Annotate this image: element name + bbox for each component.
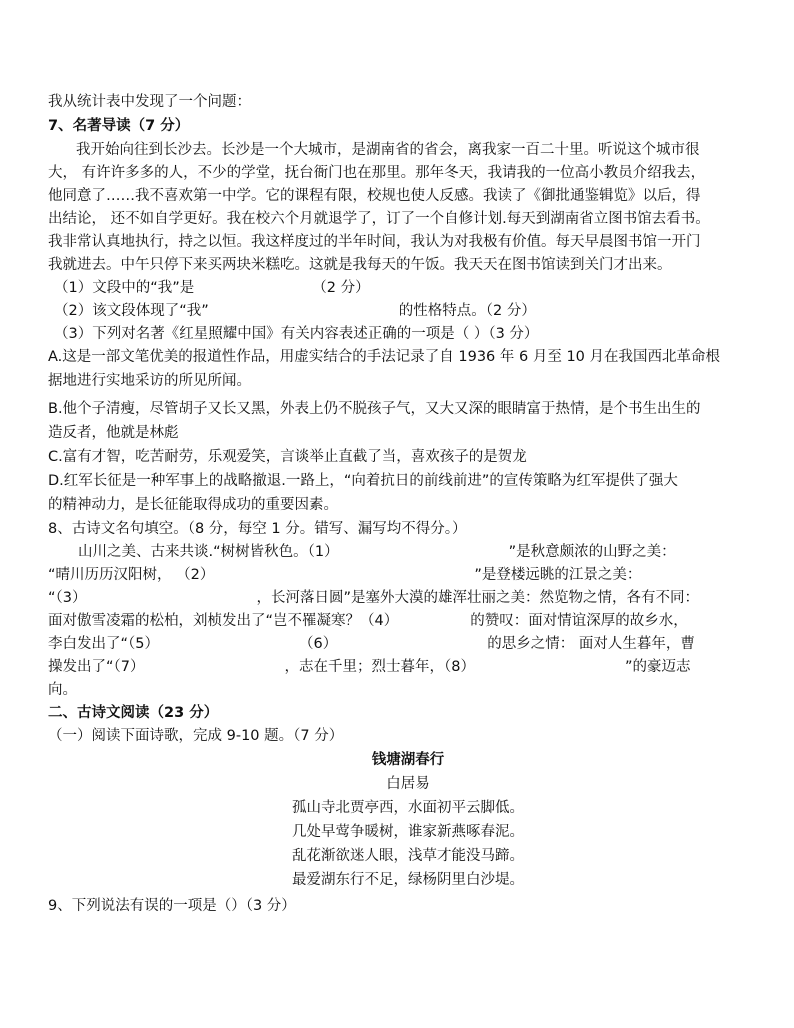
q7-sub1: [54, 278, 370, 298]
q8-text: ”是秋意颇浓的山野之美：: [508, 544, 676, 560]
poem-title: 钱塘湖春行: [371, 752, 445, 768]
q8-text: ，长河落日圆”是塞外大漠的雄浑壮丽之美：然览物之情，各有不同：: [256, 590, 700, 606]
q8-text: 山川之美、古来共谈.“树树皆秋色。（1）: [78, 544, 339, 560]
q8-line-1: [78, 542, 676, 562]
part-1-instruction: （一）阅读下面诗歌，完成 9-10 题。（7 分）: [48, 728, 344, 744]
poem-author: 白居易: [386, 776, 430, 792]
q8-text: 的赞叹：面对情谊深厚的故乡水，: [470, 613, 688, 629]
q7-sub1-prompt: （1）文段中的“我”是: [54, 280, 195, 296]
q8-heading: 8、古诗文名句填空。（8 分，每空 1 分。错写、漏写均不得分。）: [48, 521, 467, 537]
q7-option-b: B.他个子清瘦，尽管胡子又长又黑，外表上仍不脱孩子气，又大又深的眼睛富于热情，是个书生出生的: [48, 401, 701, 417]
q8-line-6: [48, 657, 691, 677]
q8-line-2: [48, 565, 641, 585]
q7-sub2-suffix: 的性格特点。（2 分）: [398, 303, 536, 319]
q7-passage-line: 他同意了……我不喜欢第一中学。它的课程有限，校规也使人反感。我读了《御批通鉴辑览》以后，得: [48, 188, 701, 204]
q8-line-5: [48, 634, 695, 654]
intro-line: 我从统计表中发现了一个问题：: [48, 94, 251, 110]
q8-text: 李白发出了“（5）: [48, 636, 159, 652]
q8-text: 的思乡之情： 面对人生暮年，曹: [487, 636, 695, 652]
q8-line-7: 向。: [48, 682, 77, 698]
poem-line: 乱花渐欲迷人眼，浅草才能没马蹄。: [292, 848, 524, 864]
q8-text: ”的豪迈志: [624, 659, 691, 675]
poem-line: 孤山寺北贾亭西，水面初平云脚低。: [292, 800, 524, 816]
q7-heading: 7、名著导读（7 分）: [48, 118, 190, 134]
q7-option-c: C.富有才智，吃苦耐劳，乐观爱笑，言谈举止直截了当，喜欢孩子的是贺龙: [48, 449, 527, 465]
q8-line-3: [48, 588, 699, 608]
q7-sub1-score: （2 分）: [312, 280, 370, 296]
q7-sub3: （3）下列对名著《红星照耀中国》有关内容表述正确的一项是（ ）（3 分）: [54, 326, 539, 342]
poem-line: 几处早莺争暖树，谁家新燕啄春泥。: [292, 824, 524, 840]
q7-option-d-cont: 的精神动力，是长征能取得成功的重要因素。: [48, 497, 338, 513]
poem-line: 最爱湖东行不足，绿杨阴里白沙堤。: [292, 872, 524, 888]
q7-passage-line: 我开始向往到长沙去。长沙是一个大城市，是湖南省的省会，离我家一百二十里。听说这个城市很: [76, 142, 700, 158]
q8-text: （6）: [299, 636, 338, 652]
q7-option-b-cont: 造反者，他就是林彪: [48, 425, 179, 441]
q8-text: 操发出了“（7）: [48, 659, 145, 675]
q7-passage-line: 我非常认真地执行，持之以恒。我这样度过的半年时间，我认为对我极有价值。每天早晨图书馆一开门: [48, 234, 701, 250]
q9-question: 9、下列说法有误的一项是（）（3 分）: [48, 898, 296, 914]
q7-option-a-cont: 据地进行实地采访的所见所闻。: [48, 373, 251, 389]
q7-passage-line: 我就进去。中午只停下来买两块米糕吃。这就是我每天的午饭。我天天在图书馆读到关门才出来。: [48, 257, 672, 273]
q7-passage-line: 大， 有许许多多的人，不少的学堂，抚台衙门也在那里。那年冬天，我请我的一位高小教员介绍我去，: [48, 165, 706, 181]
q8-text: ”是登楼远眺的江景之美：: [474, 567, 642, 583]
q8-text: ，志在千里；烈士暮年，（8）: [284, 659, 475, 675]
q8-text: “（3）: [48, 590, 87, 606]
q8-text: “晴川历历汉阳树， （2）: [48, 567, 215, 583]
q8-line-4: [48, 611, 688, 631]
q8-text: 面对傲雪凌霜的松柏，刘桢发出了“岂不罹凝寒？（4）: [48, 613, 399, 629]
q7-sub2: [54, 301, 536, 321]
q7-option-d: D.红军长征是一种军事上的战略撤退.一路上，“向着抗日的前线前进”的宣传策略为红军提供了强大: [48, 473, 678, 489]
q7-passage-line: 出结论， 还不如自学更好。我在校六个月就退学了，订了一个自修计划.每天到湖南省立图书馆去看书。: [48, 211, 710, 227]
q7-option-a: A.这是一部文笔优美的报道性作品，用虚实结合的手法记录了自 1936 年 6 月至 10 月在我国西北革命根: [48, 349, 721, 365]
section-2-heading: 二、古诗文阅读（23 分）: [48, 705, 219, 721]
q7-sub2-prompt: （2）该文段体现了“我”: [54, 303, 209, 319]
